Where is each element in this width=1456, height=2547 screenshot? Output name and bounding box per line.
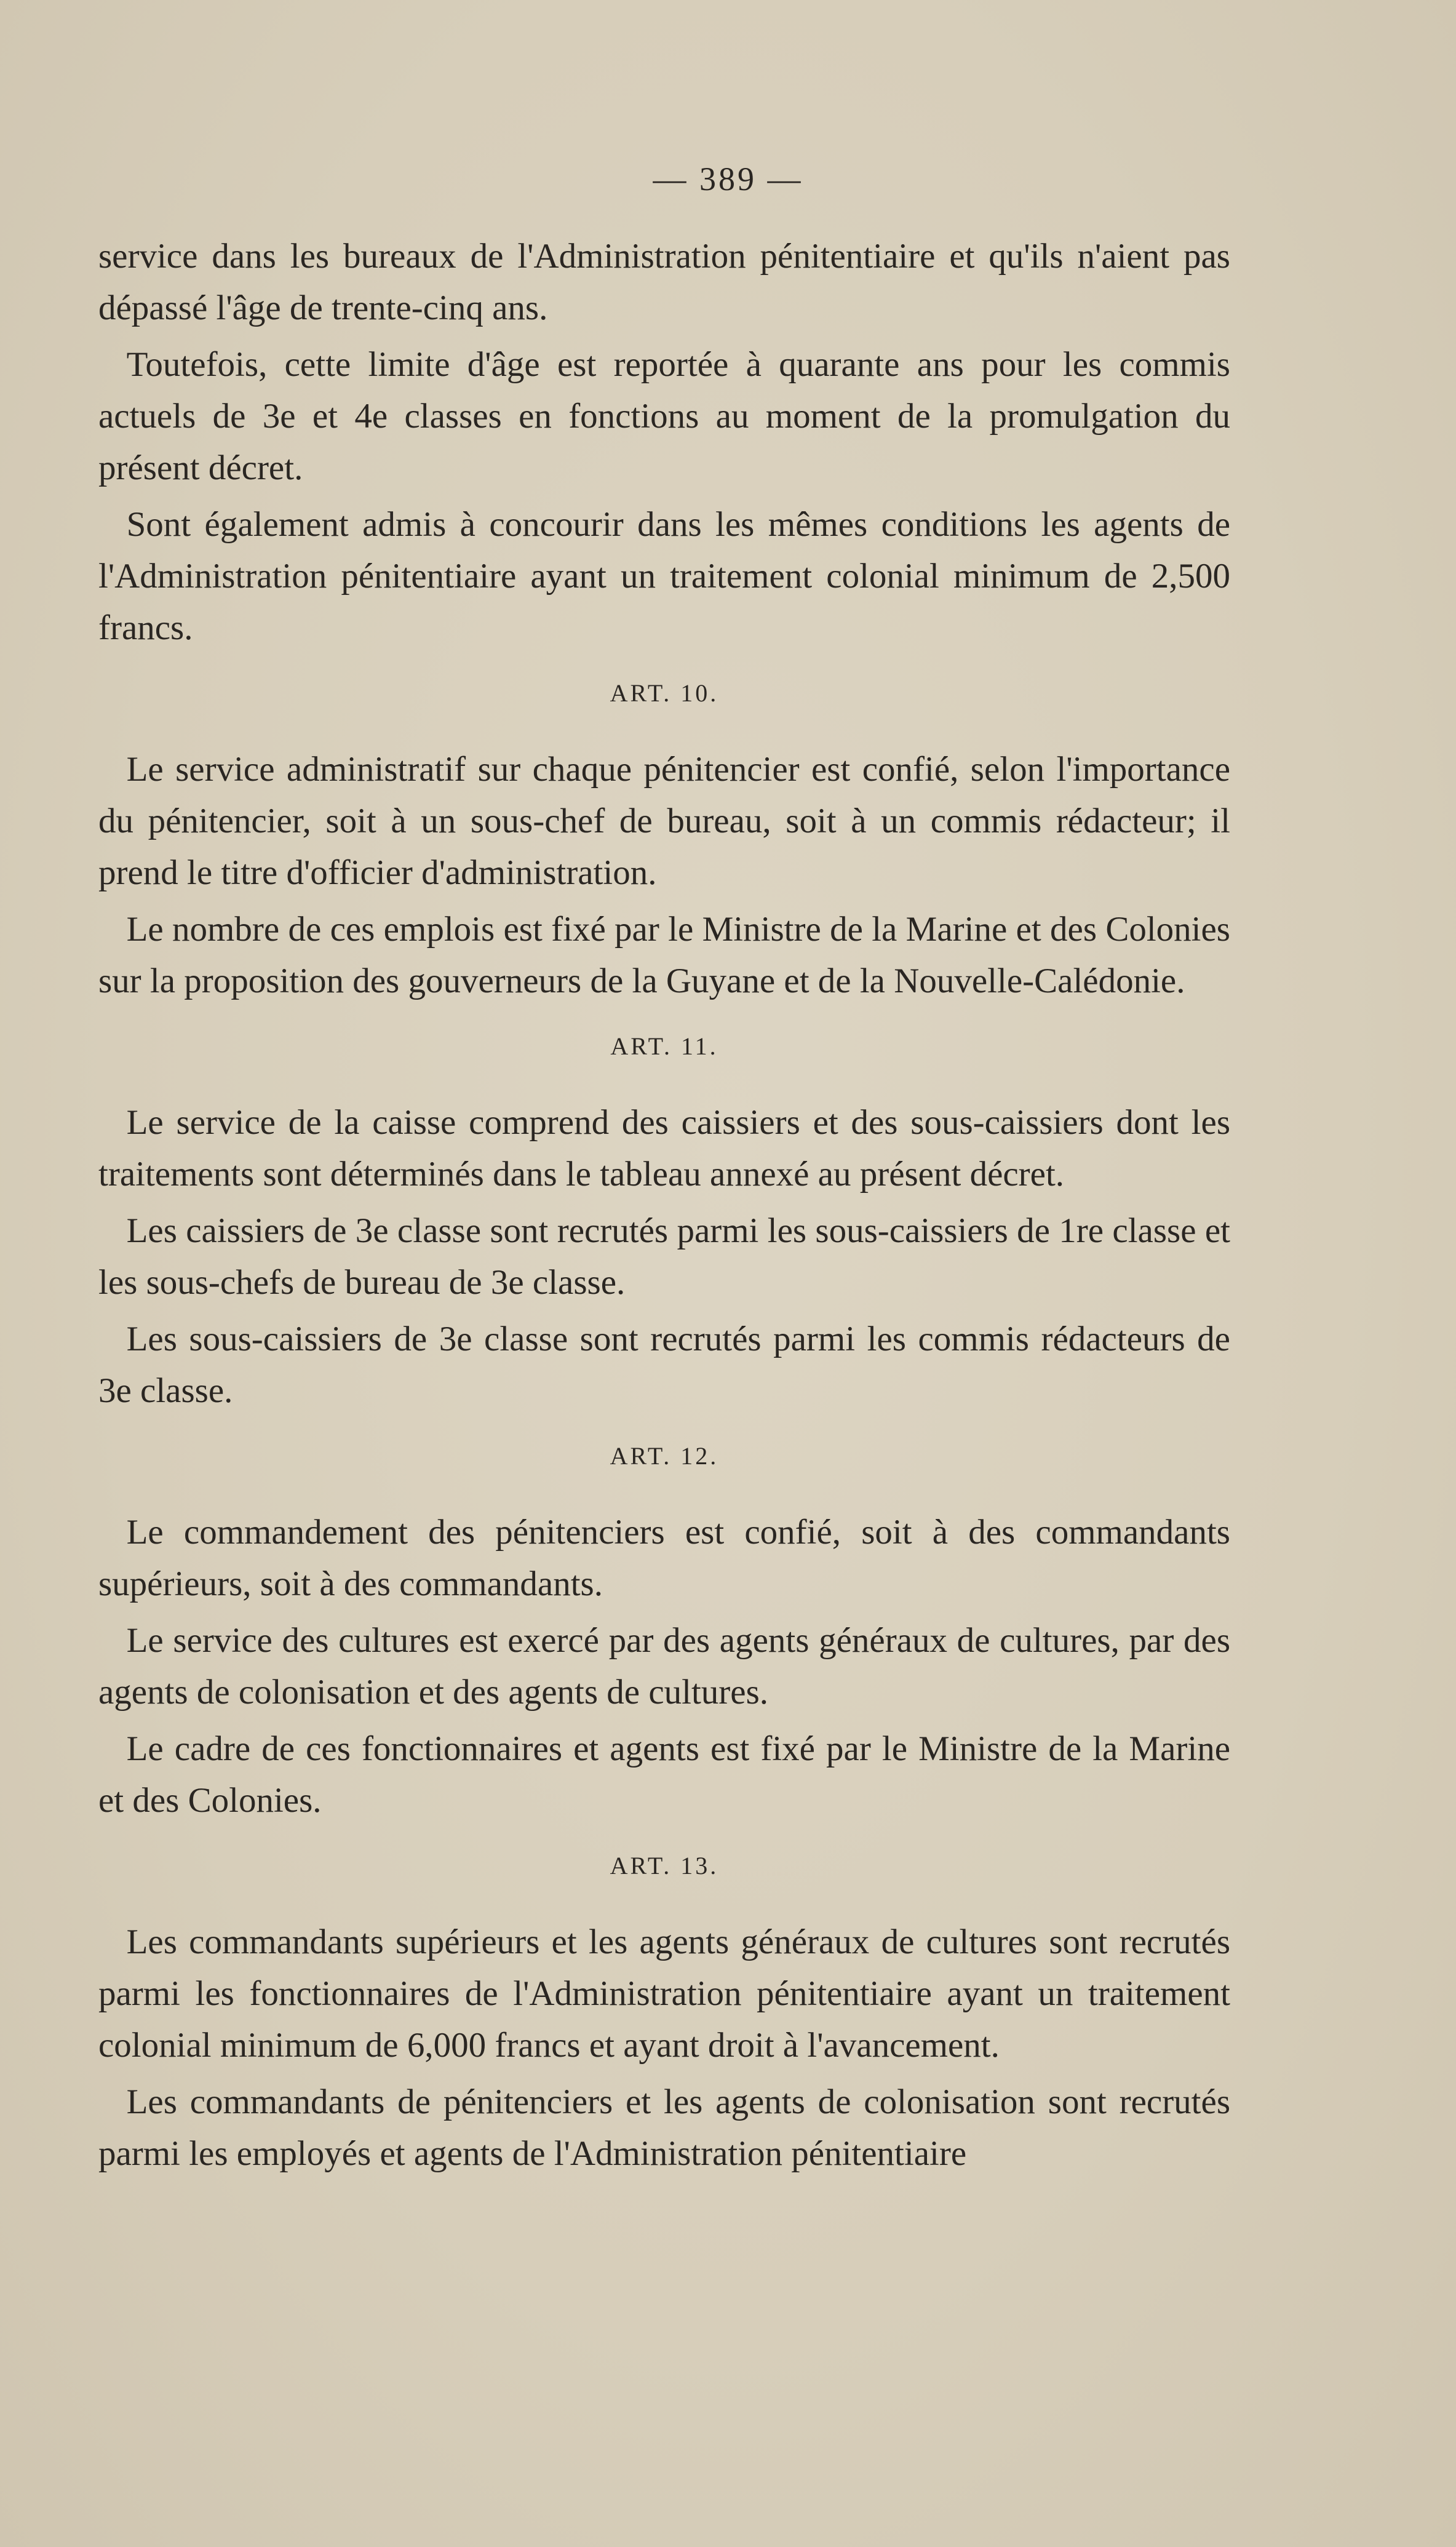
paragraph: Sont également admis à concourir dans les mêmes conditions les agents de l'Administration pénitentiaire ayant un traitement colonial minimum de 2,500 francs.	[98, 505, 1230, 647]
paragraph: Le service administratif sur chaque pénitencier est confié, selon l'importance du pénitencier, soit à un sous-chef de bureau, soit à un commis rédacteur; il prend le titre d'officier d'administration.	[98, 750, 1230, 892]
paragraph: service dans les bureaux de l'Administration pénitentiaire et qu'ils n'aient pas dépassé l'âge de trente-cinq ans.	[98, 237, 1230, 327]
paragraph: Les sous-caissiers de 3e classe sont recrutés parmi les commis rédacteurs de 3e classe.	[98, 1320, 1230, 1410]
paragraph: Le commandement des pénitenciers est confié, soit à des commandants supérieurs, soit à des commandants.	[98, 1513, 1230, 1603]
paragraph: Le service des cultures est exercé par des agents généraux de cultures, par des agents de colonisation et des agents de cultures.	[98, 1621, 1230, 1712]
paragraph: Les caissiers de 3e classe sont recrutés parmi les sous-caissiers de 1re classe et les sous-chefs de bureau de 3e classe.	[98, 1211, 1230, 1302]
paragraph: Les commandants de pénitenciers et les agents de colonisation sont recrutés parmi les employés et agents de l'Administration pénitentiaire	[98, 2083, 1230, 2173]
paragraph: Le service de la caisse comprend des caissiers et des sous-caissiers dont les traitements sont déterminés dans le tableau annexé au présent décret.	[98, 1103, 1230, 1194]
article-heading: ART. 11.	[610, 1032, 718, 1060]
article-heading: ART. 12.	[610, 1442, 719, 1470]
body-text	[98, 231, 1230, 2185]
article-heading: ART. 13.	[610, 1852, 719, 1879]
page-number: — 389 —	[653, 161, 803, 197]
paragraph: Les commandants supérieurs et les agents généraux de cultures sont recrutés parmi les fonctionnaires de l'Administration pénitentiaire ayant un traitement colonial minimum de 6,000 francs et ayant droit à l'avancement.	[98, 1923, 1230, 2065]
paragraph: Le cadre de ces fonctionnaires et agents est fixé par le Ministre de la Marine et des Colonies.	[98, 1729, 1230, 1820]
paragraph: Le nombre de ces emplois est fixé par le Ministre de la Marine et des Colonies sur la proposition des gouverneurs de la Guyane et de la Nouvelle-Calédonie.	[98, 910, 1230, 1000]
paragraph: Toutefois, cette limite d'âge est reportée à quarante ans pour les commis actuels de 3e et 4e classes en fonctions au moment de la promulgation du présent décret.	[98, 345, 1230, 487]
article-heading: ART. 10.	[610, 679, 719, 707]
